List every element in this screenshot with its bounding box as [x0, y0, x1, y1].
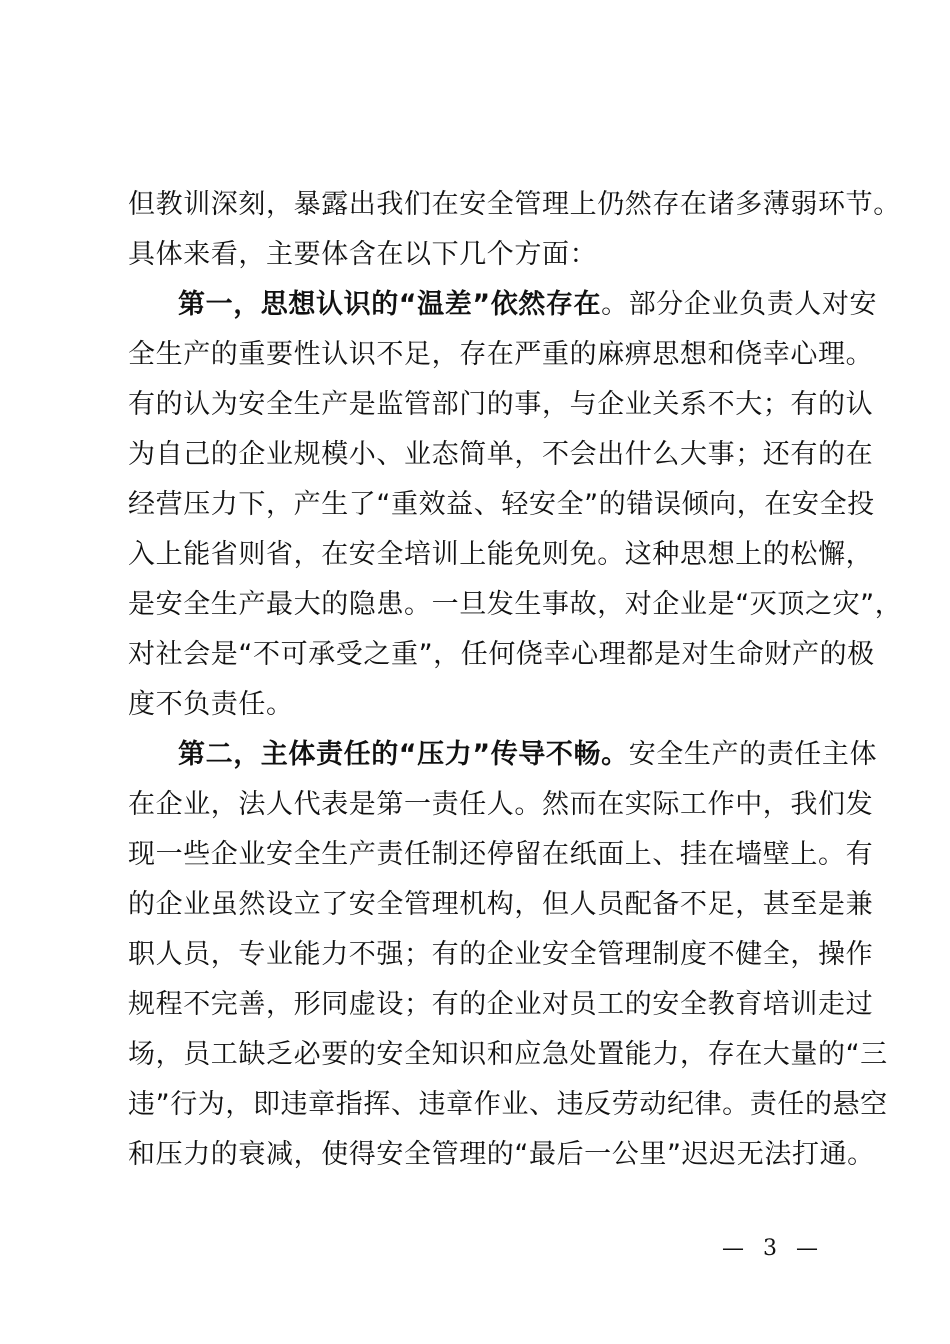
text-line: 现一些企业安全生产责任制还停留在纸面上、挂在墙壁上。有 — [128, 839, 874, 870]
text-line — [128, 730, 878, 780]
text-line: 度不负责任。 — [128, 689, 294, 720]
page-number: — 3 — — [722, 1236, 824, 1261]
paragraph-first-point — [128, 280, 903, 730]
text-line: 经营压力下，产生了“重效益、轻安全”的错误倾向，在安全投 — [128, 489, 875, 520]
text-line: 场，员工缺乏必要的安全知识和应急处置能力，存在大量的“三 — [128, 1039, 888, 1070]
paragraph-intro — [128, 180, 901, 280]
text-line — [128, 280, 878, 330]
text-line: 有的认为安全生产是监管部门的事，与企业关系不大；有的认 — [128, 389, 874, 420]
text-line: 是安全生产最大的隐患。一旦发生事故，对企业是“灭顶之灾”， — [128, 589, 903, 620]
text-line: 入上能省则省，在安全培训上能免则免。这种思想上的松懈， — [128, 539, 874, 570]
text-line: 具体来看，主要体含在以下几个方面： — [128, 239, 598, 270]
text-line: 规程不完善，形同虚设；有的企业对员工的安全教育培训走过 — [128, 989, 874, 1020]
text-line: 的企业虽然设立了安全管理机构，但人员配备不足，甚至是兼 — [128, 889, 874, 920]
paragraph-second-point — [128, 730, 888, 1180]
text-line: 全生产的重要性认识不足，存在严重的麻痹思想和侥幸心理。 — [128, 339, 874, 370]
text-span: 。部分企业负责人对安 — [601, 289, 878, 320]
text-line: 对社会是“不可承受之重”，任何侥幸心理都是对生命财产的极 — [128, 639, 875, 670]
text-line: 职人员，专业能力不强；有的企业安全管理制度不健全，操作 — [128, 939, 874, 970]
document-body — [128, 180, 903, 1180]
section-heading: 第一，思想认识的“温差”依然存在 — [178, 289, 602, 320]
text-line: 违”行为，即违章指挥、违章作业、违反劳动纪律。责任的悬空 — [128, 1089, 888, 1120]
text-line: 但教训深刻，暴露出我们在安全管理上仍然存在诸多薄弱环节。 — [128, 189, 901, 220]
section-heading: 第二，主体责任的“压力”传导不畅。 — [178, 739, 629, 770]
text-line: 和压力的衰减，使得安全管理的“最后一公里”迟迟无法打通。 — [128, 1139, 875, 1170]
text-line: 为自己的企业规模小、业态简单，不会出什么大事；还有的在 — [128, 439, 874, 470]
text-span: 安全生产的责任主体 — [628, 739, 878, 770]
text-line: 在企业，法人代表是第一责任人。然而在实际工作中，我们发 — [128, 789, 874, 820]
